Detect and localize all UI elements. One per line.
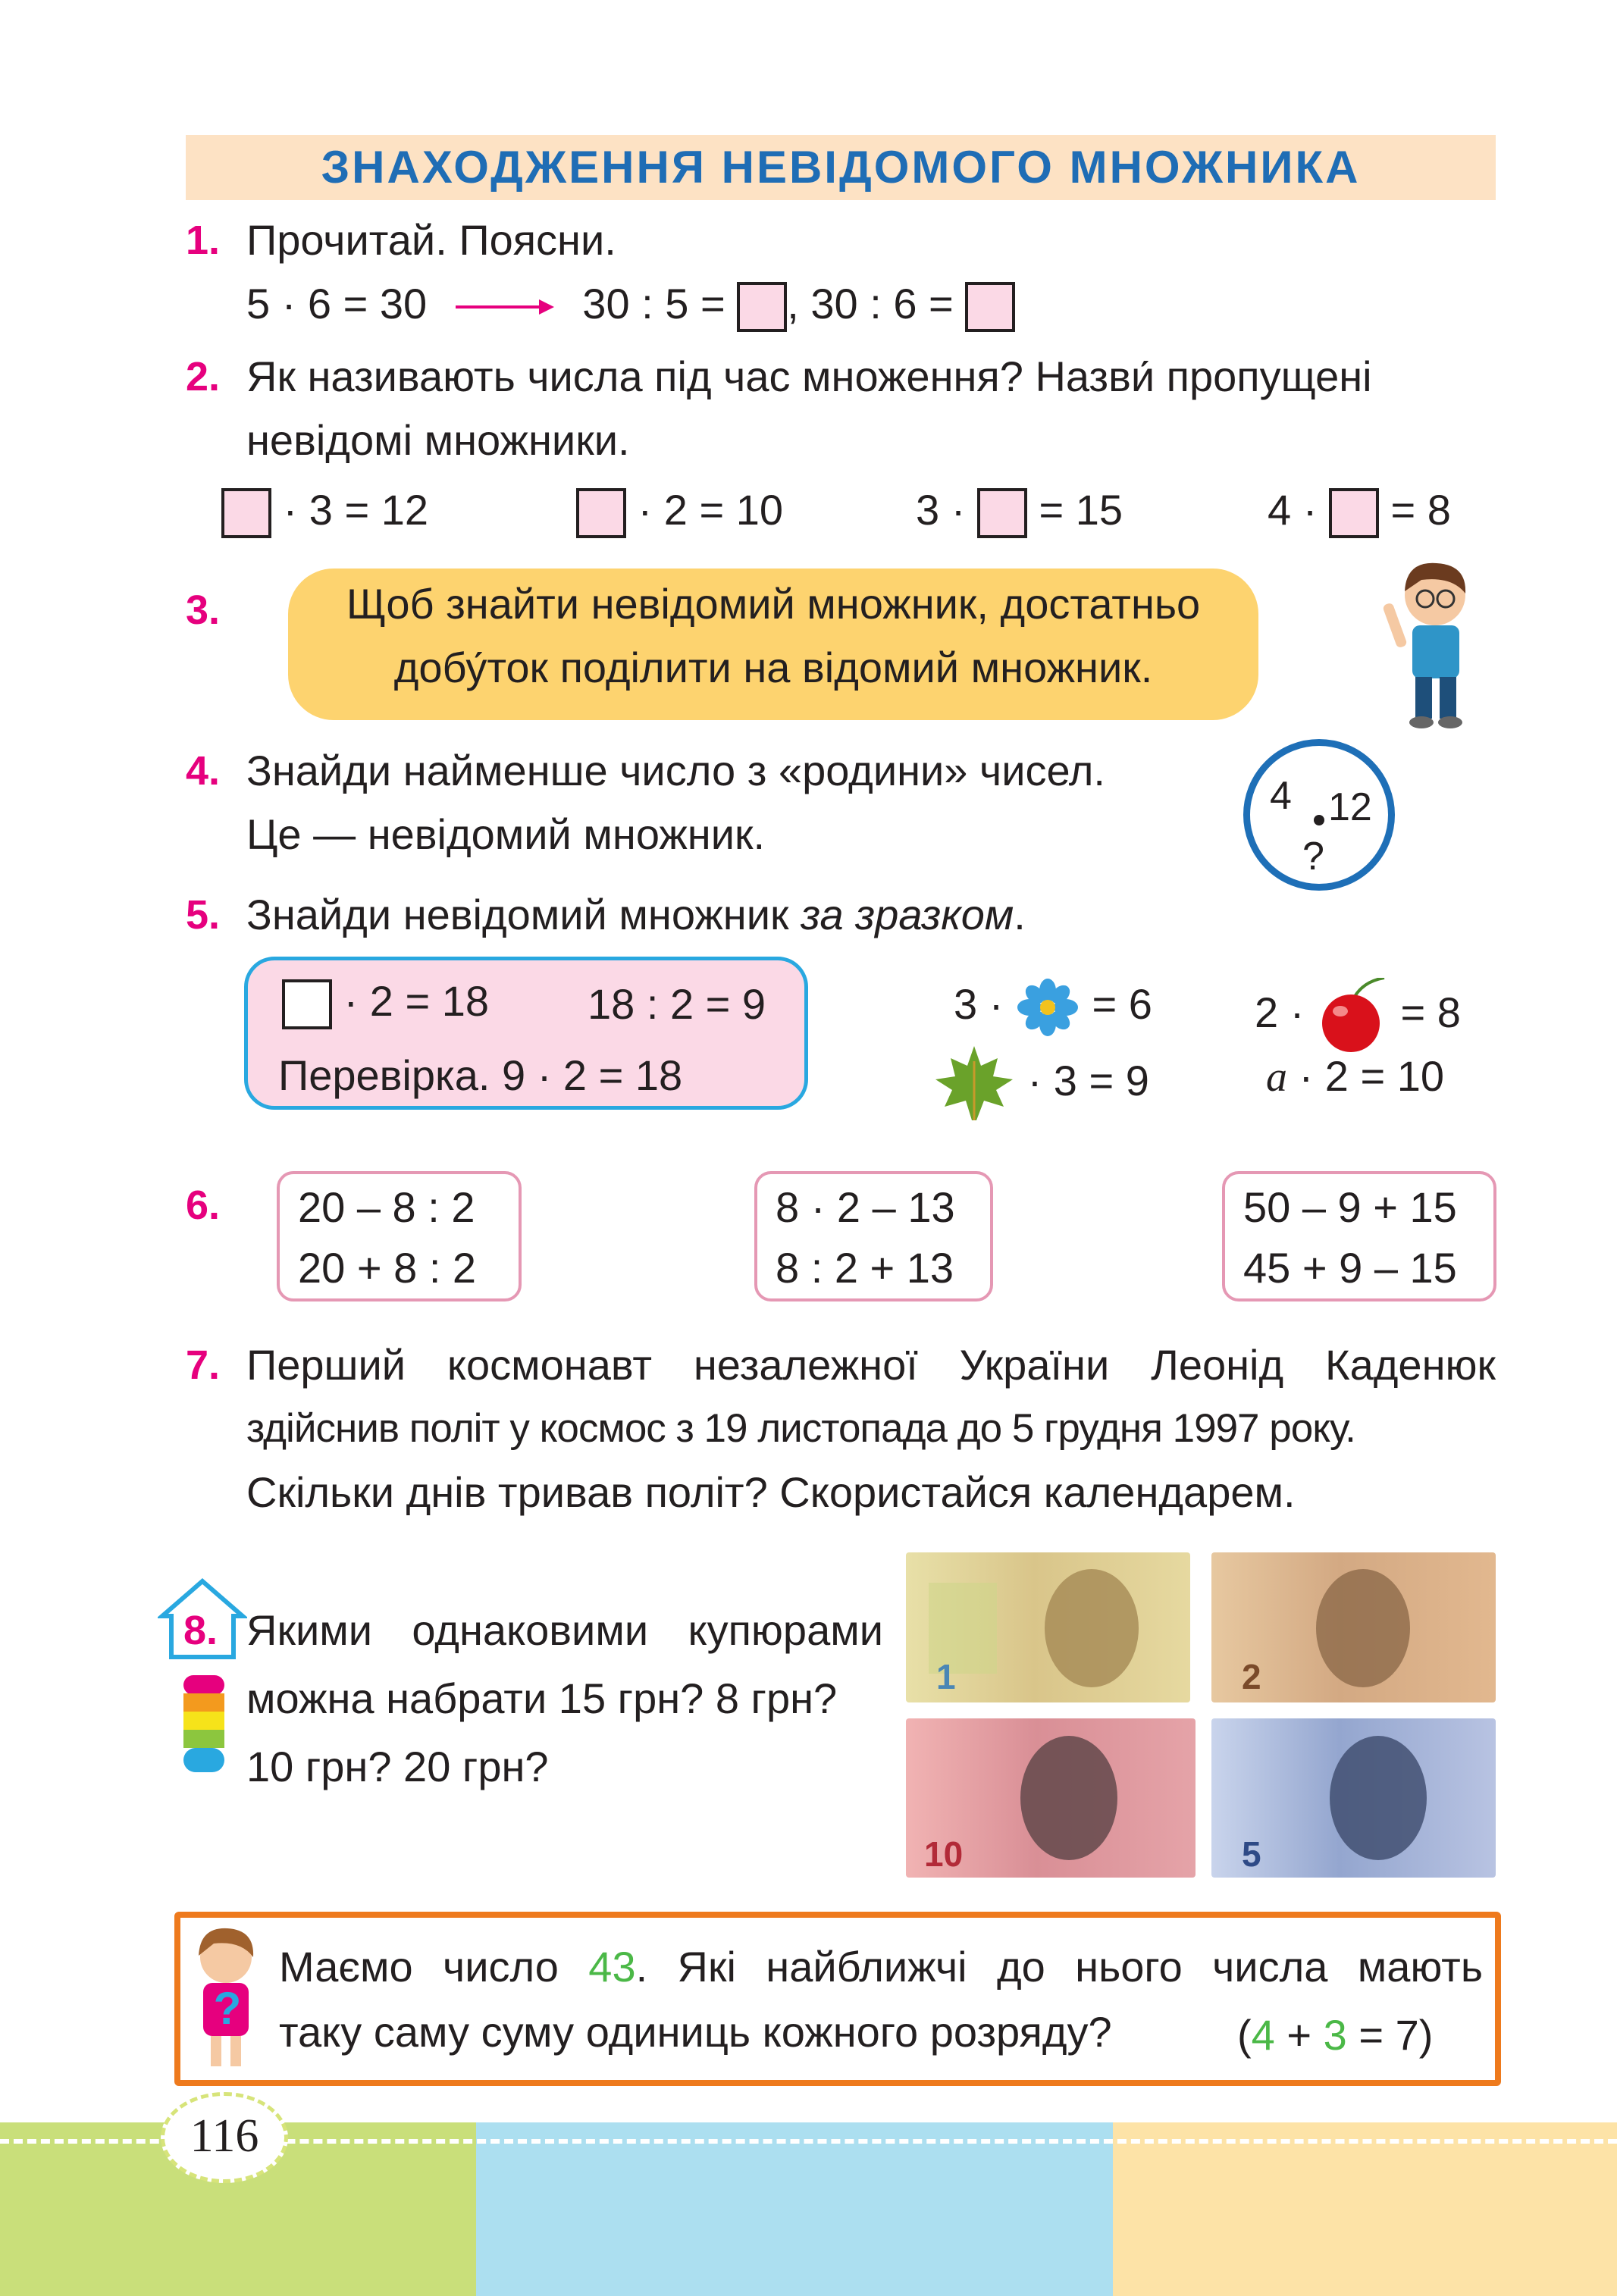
banknote-5-hryvnia [1211, 1718, 1496, 1878]
footer-band-yellow [1113, 2122, 1617, 2296]
task-4-number: 4. [186, 748, 221, 794]
task-2-eq-4 [1268, 484, 1451, 538]
portrait-icon [1211, 1718, 1496, 1878]
maple-leaf-icon [932, 1046, 1016, 1122]
formula-digit: 3 [1323, 2011, 1347, 2059]
task-1-number: 1. [186, 218, 221, 263]
challenge-line2: таку саму суму одиниць кожного розряду? [279, 2008, 1112, 2056]
task-8-line1: Якими однаковими купюрами [246, 1606, 883, 1654]
task-3-number: 3. [186, 587, 221, 633]
answer-box[interactable] [737, 282, 787, 332]
answer-box [282, 979, 332, 1029]
answer-box[interactable] [576, 488, 626, 538]
svg-text:?: ? [213, 1983, 242, 2034]
sample-eq-text: · 2 = 18 [332, 977, 490, 1025]
eq-text: 4 · [1268, 486, 1329, 534]
banknote-value: 1 [936, 1657, 956, 1696]
boy-illustration [1376, 557, 1482, 731]
answer-box[interactable] [1329, 488, 1379, 538]
task-5-ex-2 [1255, 978, 1461, 1054]
expression: 50 – 9 + 15 [1243, 1183, 1457, 1231]
eq-text: · 3 = 9 [1027, 1056, 1149, 1104]
rule-line-1: Щоб знайти невідомий множник, достатньо [346, 580, 1201, 628]
difficulty-bar-icon [180, 1672, 227, 1778]
task-7-line1: Перший космонавт незалежної України Леонід Каденюк [246, 1341, 1496, 1389]
task-1-text: Прочитай. Поясни. [246, 216, 616, 264]
portrait-icon [906, 1718, 1196, 1878]
rule-text [288, 572, 1258, 700]
banknote-value: 10 [924, 1834, 964, 1874]
task-8-line3: 10 грн? 20 грн? [246, 1743, 549, 1790]
family-number-12: 12 [1328, 785, 1372, 829]
expression: 20 – 8 : 2 [298, 1183, 475, 1231]
page-title: ЗНАХОДЖЕННЯ НЕВІДОМОГО МНОЖНИКА [321, 142, 1361, 193]
formula-plus: + [1274, 2011, 1324, 2059]
portrait-icon [906, 1552, 1190, 1702]
task-4-line2: Це — невідомий множник. [246, 810, 766, 858]
task-7-number: 7. [186, 1342, 221, 1388]
eq-text: = 6 [1092, 980, 1152, 1028]
challenge-text: . Які найближчі до нього числа мають [635, 1943, 1483, 1991]
cherry-icon [1316, 978, 1389, 1054]
variable-a: a [1266, 1054, 1287, 1101]
eq-text: 2 · [1255, 988, 1316, 1036]
eq-text: 3 · [916, 486, 977, 534]
task-5-text-end: . [1014, 891, 1026, 938]
expression-group-1 [277, 1171, 522, 1301]
banknote-value: 2 [1242, 1657, 1261, 1696]
challenge-text: Маємо число [279, 1943, 589, 1991]
task-2-number: 2. [186, 354, 221, 399]
task-5-text-italic: за зразком [801, 891, 1014, 938]
expression-group-2 [754, 1171, 993, 1301]
task-5-ex-4 [1266, 1050, 1444, 1104]
girl-illustration [180, 1918, 271, 2073]
banknote-value: 5 [1242, 1834, 1261, 1874]
formula-digit: 4 [1251, 2011, 1275, 2059]
footer-band-blue [476, 2122, 1113, 2296]
answer-box[interactable] [965, 282, 1015, 332]
task-5-ex-3 [932, 1046, 1149, 1122]
task-2-eq-3 [916, 484, 1123, 538]
sample-equation [282, 975, 489, 1029]
eq-text: = 15 [1026, 486, 1123, 534]
highlight-number: 43 [588, 1943, 636, 1991]
family-number-4: 4 [1270, 774, 1292, 818]
expression: 45 + 9 – 15 [1243, 1244, 1457, 1292]
task-2-line2: невідомі множники. [246, 416, 630, 464]
sample-division: 18 : 2 = 9 [588, 980, 766, 1028]
arrow-right-icon [456, 296, 554, 318]
task-5-text [246, 888, 1026, 941]
eq-text: = 8 [1400, 988, 1461, 1036]
task-5-number: 5. [186, 892, 221, 938]
rule-line-2: добу́ток поділити на відомий множник. [393, 644, 1153, 691]
task-7-line3: Скільки днів тривав політ? Скористайся календарем. [246, 1468, 1296, 1516]
formula-result: = 7) [1346, 2011, 1434, 2059]
family-dot [1314, 815, 1324, 825]
task-2-eq-1 [221, 484, 428, 538]
portrait-icon [1211, 1552, 1496, 1702]
task-7-line2: здійснив політ у космос з 19 листопада до 5 грудня 1997 року. [246, 1406, 1355, 1451]
task-8-number: 8. [183, 1608, 218, 1653]
answer-box[interactable] [977, 488, 1027, 538]
task-5-ex-1 [954, 978, 1152, 1036]
task-1-eq-mid: 30 : 5 = [582, 280, 725, 327]
task-1-equation [246, 277, 1015, 332]
task-1-eq-left: 5 · 6 = 30 [246, 280, 428, 327]
task-1-eq-right: , 30 : 6 = [787, 280, 954, 327]
task-2-eq-2 [576, 484, 783, 538]
eq-text: · 2 = 10 [1287, 1052, 1445, 1100]
eq-text: = 8 [1378, 486, 1451, 534]
expression: 8 · 2 – 13 [776, 1183, 955, 1231]
sample-check: Перевірка. 9 · 2 = 18 [278, 1051, 683, 1099]
banknote-2-hryvnia [1211, 1552, 1496, 1702]
page-number: 116 [190, 2110, 259, 2162]
banknote-1-hryvnia [906, 1552, 1190, 1702]
formula-paren: ( [1237, 2011, 1252, 2059]
answer-box[interactable] [221, 488, 271, 538]
expression: 20 + 8 : 2 [298, 1244, 477, 1292]
task-5-text-main: Знайди невідомий множник [246, 891, 801, 938]
flower-icon [1015, 979, 1080, 1036]
challenge-line1 [279, 1940, 1483, 1994]
eq-text: · 2 = 10 [626, 486, 784, 534]
eq-text: · 3 = 12 [271, 486, 429, 534]
expression-group-3 [1222, 1171, 1496, 1301]
challenge-formula [1237, 2009, 1433, 2062]
expression: 8 : 2 + 13 [776, 1244, 954, 1292]
task-8-line2: можна набрати 15 грн? 8 грн? [246, 1674, 838, 1722]
banknote-10-hryvnia [906, 1718, 1196, 1878]
task-6-number: 6. [186, 1182, 221, 1228]
task-2-line1: Як називають числа під час множення? Назви́ пропущені [246, 352, 1372, 400]
family-question: ? [1302, 835, 1324, 879]
eq-text: 3 · [954, 980, 1015, 1028]
task-4-line1: Знайди найменше число з «родини» чисел. [246, 747, 1105, 794]
